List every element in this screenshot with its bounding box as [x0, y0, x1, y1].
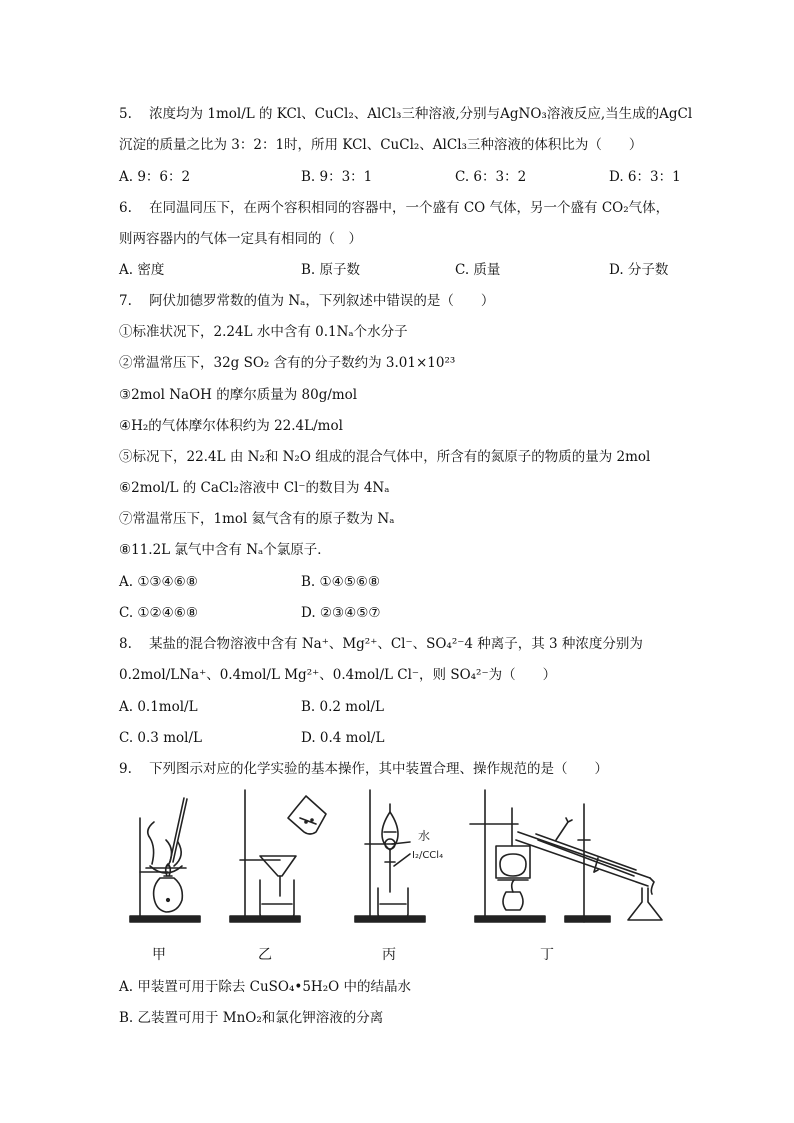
q5-option-c: C. 6：3：2	[455, 169, 527, 185]
q7-item-2: ②常温常压下，32g SO₂ 含有的分子数约为 3.01×10²³	[119, 355, 456, 371]
q9-text: 下列图示对应的化学实验的基本操作，其中装置合理、操作规范的是（ ）	[149, 761, 609, 777]
q9-option-a: A. 甲装置可用于除去 CuSO₄•5H₂O 中的结晶水	[119, 979, 411, 995]
q7-item-3: ③2mol NaOH 的摩尔质量为 80g/mol	[119, 387, 358, 403]
q7-text: 阿伏加德罗常数的值为 Nₐ，下列叙述中错误的是（ ）	[149, 293, 495, 309]
fig-label-yi: 乙	[258, 947, 272, 963]
q6-text-2: 则两容器内的气体一定具有相同的（ ）	[119, 231, 362, 247]
q7-option-a: A. ①③④⑥⑧	[119, 574, 198, 590]
q5-option-a: A. 9：6：2	[119, 169, 191, 185]
q7-options-row1	[119, 573, 675, 591]
q7-option-c: C. ①②④⑥⑧	[119, 605, 198, 621]
q8-number: 8.	[119, 636, 132, 652]
q9-number: 9.	[119, 761, 132, 777]
q6-options	[119, 261, 675, 279]
apparatus-yi	[230, 790, 326, 922]
q8-option-d: D. 0.4 mol/L	[301, 730, 385, 746]
apparatus-ding	[470, 790, 662, 922]
q5-text-1: 浓度均为 1mol/L 的 KCl、CuCl₂、AlCl₃三种溶液,分别与AgNO₃溶液反应,当生成的AgCl	[149, 106, 693, 122]
q5-options	[119, 168, 681, 186]
q8-options-row2	[119, 729, 675, 747]
q8-option-c: C. 0.3 mol/L	[119, 730, 202, 746]
q8-text-2: 0.2mol/LNa⁺、0.4mol/L Mg²⁺、0.4mol/L Cl⁻，则 SO₄²⁻为（ ）	[119, 667, 557, 683]
apparatus-jia	[130, 798, 200, 922]
q7-item-6: ⑥2mol/L 的 CaCl₂溶液中 Cl⁻的数目为 4Nₐ	[119, 480, 390, 496]
q7-options-row2	[119, 604, 675, 622]
q5-option-b: B. 9：3：1	[301, 169, 373, 185]
q8-option-a: A. 0.1mol/L	[119, 699, 198, 715]
q9-stem	[119, 760, 608, 778]
q7-item-8: ⑧11.2L 氯气中含有 Nₐ个氯原子．	[119, 542, 331, 558]
q5-stem-line1	[119, 105, 692, 123]
q7-option-b: B. ①④⑤⑥⑧	[301, 574, 381, 590]
q5-option-d: D. 6：3：1	[609, 169, 681, 185]
q7-option-d: D. ②③④⑤⑦	[301, 605, 381, 621]
q6-option-b: B. 原子数	[301, 262, 361, 278]
q7-stem	[119, 292, 494, 310]
q6-option-c: C. 质量	[455, 262, 501, 278]
q7-item-1: ①标准状况下，2.24L 水中含有 0.1Nₐ个水分子	[119, 324, 408, 340]
apparatus-figure	[120, 788, 680, 938]
q6-stem-line1	[119, 199, 669, 217]
q9-option-b: B. 乙装置可用于 MnO₂和氯化钾溶液的分离	[119, 1010, 384, 1026]
q8-options-row1	[119, 698, 675, 716]
q7-number: 7.	[119, 293, 132, 309]
figure-labels	[0, 944, 794, 964]
q5-number: 5.	[119, 106, 132, 122]
q7-item-4: ④H₂的气体摩尔体积约为 22.4L/mol	[119, 418, 343, 434]
q6-option-a: A. 密度	[119, 262, 165, 278]
q5-text-2: 沉淀的质量之比为 3：2：1时，所用 KCl、CuCl₂、AlCl₃三种溶液的体积比为（ ）	[119, 137, 643, 153]
fig-label-ding: 丁	[540, 947, 554, 963]
q7-item-7: ⑦常温常压下，1mol 氦气含有的原子数为 Nₐ	[119, 511, 395, 527]
q8-text-1: 某盐的混合物溶液中含有 Na⁺、Mg²⁺、Cl⁻、SO₄²⁻4 种离子，其 3 种浓度分别为	[149, 636, 643, 652]
q6-number: 6.	[119, 200, 132, 216]
label-water: 水	[418, 829, 431, 843]
q6-option-d: D. 分子数	[609, 262, 669, 278]
fig-label-bing: 丙	[382, 947, 396, 963]
label-i2-ccl4: I₂/CCl₄	[412, 850, 444, 861]
q6-text-1: 在同温同压下，在两个容积相同的容器中，一个盛有 CO 气体，另一个盛有 CO₂气体，	[149, 200, 670, 216]
q7-item-5: ⑤标况下，22.4L 由 N₂和 N₂O 组成的混合气体中，所含有的氮原子的物质的量为 2mol	[119, 449, 651, 465]
fig-label-jia: 甲	[152, 947, 166, 963]
q8-option-b: B. 0.2 mol/L	[301, 699, 385, 715]
q8-stem-line1	[119, 635, 643, 653]
